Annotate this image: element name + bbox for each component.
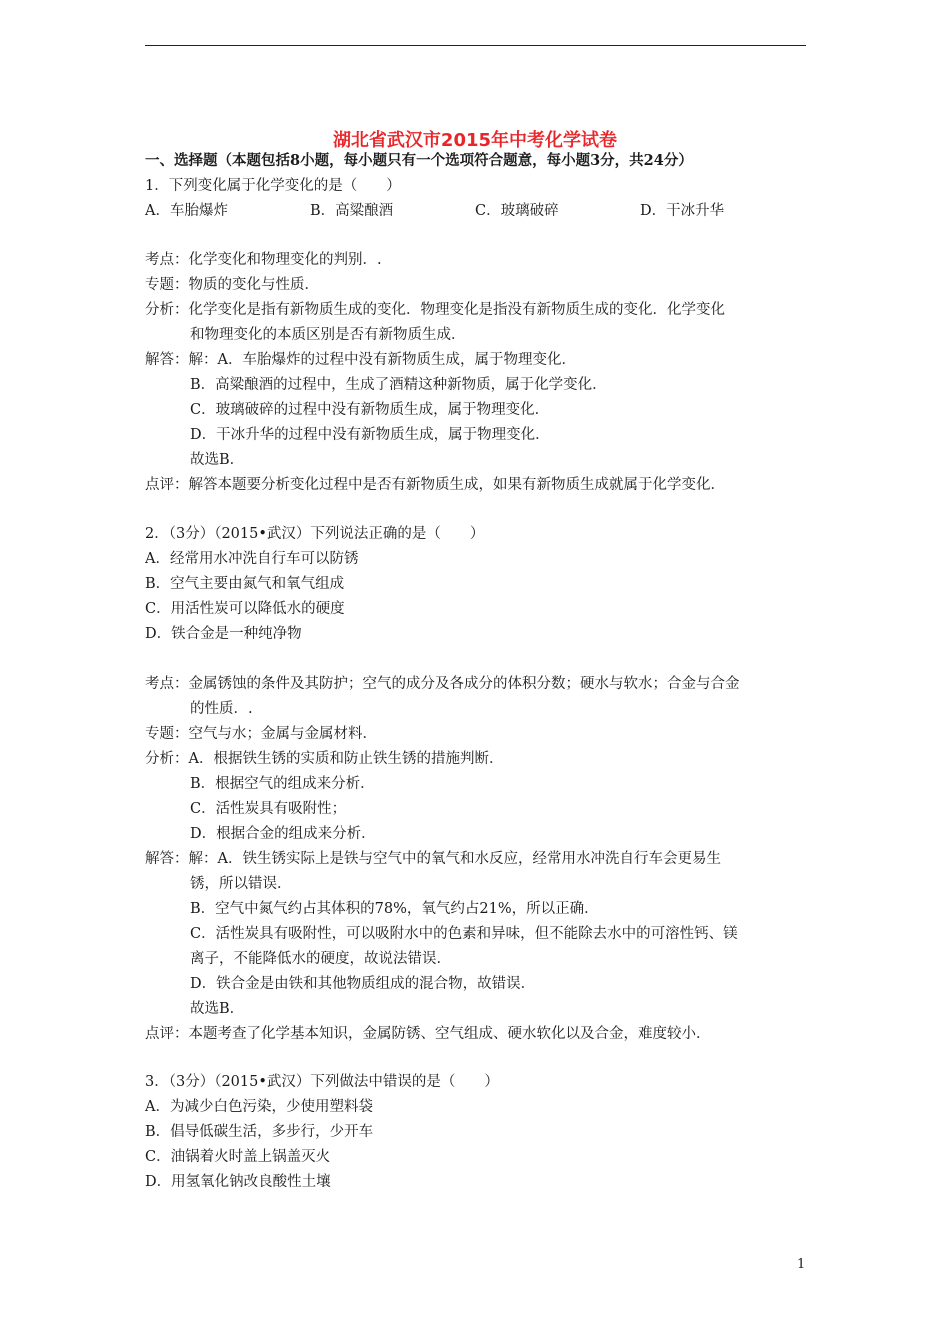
q1-jieda-line-5: 故选B． xyxy=(190,452,245,468)
q1-kaodian: 考点：化学变化和物理变化的判别．. xyxy=(145,252,382,268)
q2-stem: 2．（3分）（2015•武汉）下列说法正确的是（ ） xyxy=(145,526,485,542)
q2-option-d: D．铁合金是一种纯净物 xyxy=(145,626,302,642)
q2-jieda-line-5: 离子，不能降低水的硬度，故说法错误． xyxy=(190,951,451,967)
q1-option-a: A．车胎爆炸 xyxy=(145,203,228,219)
header-rule xyxy=(145,45,806,46)
q1-fenxi-line-1: 分析：化学变化是指有新物质生成的变化．物理变化是指没有新物质生成的变化．化学变化 xyxy=(145,302,725,318)
q1-dianping: 点评：解答本题要分析变化过程中是否有新物质生成，如果有新物质生成就属于化学变化． xyxy=(145,477,725,493)
q3-option-c: C．油锅着火时盖上锅盖灭火 xyxy=(145,1149,331,1165)
page-number: 1 xyxy=(797,1257,806,1272)
q2-jieda-line-4: C．活性炭具有吸附性，可以吸附水中的色素和异味，但不能除去水中的可溶性钙、镁 xyxy=(190,926,738,942)
q2-fenxi-line-2: B．根据空气的组成来分析． xyxy=(190,776,375,792)
q2-jieda-line-6: D．铁合金是由铁和其他物质组成的混合物，故错误． xyxy=(190,976,536,992)
q1-option-d: D．干冰升华 xyxy=(640,203,725,219)
q1-jieda-line-1: 解答：解：A．车胎爆炸的过程中没有新物质生成，属于物理变化． xyxy=(145,352,576,368)
q2-jieda-line-1: 解答：解：A．铁生锈实际上是铁与空气中的氧气和水反应，经常用水冲洗自行车会更易生 xyxy=(145,851,721,867)
q2-kaodian-line-2: 的性质．. xyxy=(190,701,253,717)
q3-option-b: B．倡导低碳生活，多步行，少开车 xyxy=(145,1124,374,1140)
q2-option-b: B．空气主要由氮气和氧气组成 xyxy=(145,576,345,592)
q2-fenxi-line-1: 分析：A．根据铁生锈的实质和防止铁生锈的措施判断． xyxy=(145,751,504,767)
q2-jieda-line-7: 故选B． xyxy=(190,1001,245,1017)
q3-option-a: A．为减少白色污染，少使用塑料袋 xyxy=(145,1099,373,1115)
q1-fenxi-line-2: 和物理变化的本质区别是否有新物质生成． xyxy=(190,327,466,343)
q2-fenxi-line-3: C．活性炭具有吸附性； xyxy=(190,801,347,817)
q3-option-d: D．用氢氧化钠改良酸性土壤 xyxy=(145,1174,331,1190)
q1-jieda-line-3: C．玻璃破碎的过程中没有新物质生成，属于物理变化． xyxy=(190,402,550,418)
q1-jieda-line-2: B．高粱酿酒的过程中，生成了酒精这种新物质，属于化学变化． xyxy=(190,377,607,393)
q2-option-c: C．用活性炭可以降低水的硬度 xyxy=(145,601,345,617)
q2-kaodian-line-1: 考点：金属锈蚀的条件及其防护；空气的成分及各成分的体积分数；硬水与软水；合金与合金 xyxy=(145,676,740,692)
q1-option-b: B．高粱酿酒 xyxy=(310,203,394,219)
q3-stem: 3．（3分）（2015•武汉）下列做法中错误的是（ ） xyxy=(145,1074,499,1090)
q2-dianping: 点评：本题考查了化学基本知识，金属防锈、空气组成、硬水软化以及合金，难度较小． xyxy=(145,1026,711,1042)
page-title: 湖北省武汉市2015年中考化学试卷 xyxy=(332,130,618,151)
section-heading: 一、选择题（本题包括8小题，每小题只有一个选项符合题意，每小题3分，共24分） xyxy=(145,152,693,169)
q1-stem: 1．下列变化属于化学变化的是（ ） xyxy=(145,178,401,194)
q1-option-c: C．玻璃破碎 xyxy=(475,203,559,219)
q2-option-a: A．经常用水冲洗自行车可以防锈 xyxy=(145,551,359,567)
q2-jieda-line-3: B．空气中氮气约占其体积的78%，氧气约占21%，所以正确． xyxy=(190,901,599,917)
q2-zhuanti: 专题：空气与水；金属与金属材料． xyxy=(145,726,377,742)
q2-fenxi-line-4: D．根据合金的组成来分析． xyxy=(190,826,376,842)
q2-jieda-line-2: 锈，所以错误． xyxy=(190,876,292,892)
q1-zhuanti: 专题：物质的变化与性质． xyxy=(145,277,319,293)
q1-jieda-line-4: D．干冰升华的过程中没有新物质生成，属于物理变化． xyxy=(190,427,550,443)
